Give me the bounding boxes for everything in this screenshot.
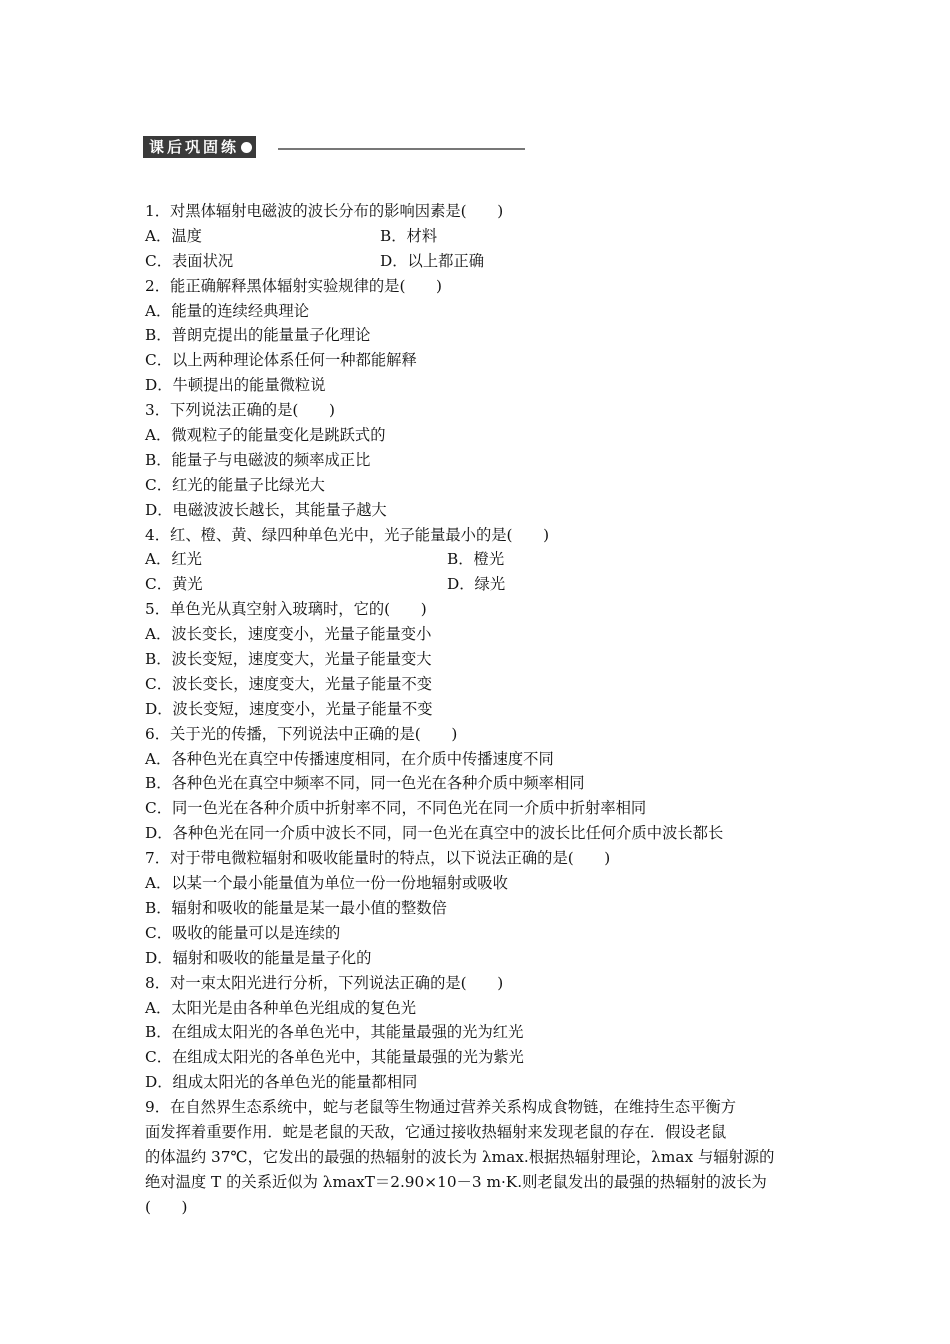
question-5-option-a: A．波长变长，速度变小，光量子能量变小 xyxy=(145,625,432,644)
question-3-option-a: A．微观粒子的能量变化是跳跃式的 xyxy=(145,426,386,445)
question-6-option-b: B．各种色光在真空中频率不同，同一色光在各种介质中频率相同 xyxy=(145,774,585,793)
question-3-stem: 3．下列说法正确的是( ) xyxy=(145,401,335,420)
question-6-stem: 6．关于光的传播，下列说法中正确的是( ) xyxy=(145,724,458,743)
question-9-stem-line-2: 面发挥着重要作用．蛇是老鼠的天敌，它通过接收热辐射来发现老鼠的存在．假设老鼠 xyxy=(145,1122,727,1141)
question-9-stem-line-4: 绝对温度 T 的关系近似为 λmaxT＝2.90×10－3 m·K.则老鼠发出的最强的热辐射的波长为 xyxy=(145,1172,767,1191)
question-1-option-c: C．表面状况 xyxy=(145,251,234,270)
question-1-options-row-2 xyxy=(145,249,815,274)
question-1-option-b: B．材料 xyxy=(380,226,438,245)
question-7-option-a: A．以某一个最小能量值为单位一份一份地辐射或吸收 xyxy=(145,874,508,893)
question-3-option-c: C．红光的能量子比绿光大 xyxy=(145,475,325,494)
question-4-option-c: C．黄光 xyxy=(145,575,203,594)
bullet-dot-icon xyxy=(241,142,252,153)
question-4-option-b: B．橙光 xyxy=(447,550,505,569)
question-9-stem-line-3: 的体温约 37℃，它发出的最强的热辐射的波长为 λmax.根据热辐射理论，λmax 与辐射源的 xyxy=(145,1147,775,1166)
question-7-option-d: D．辐射和吸收的能量是量子化的 xyxy=(145,948,372,967)
question-5-option-d: D．波长变短，速度变小，光量子能量不变 xyxy=(145,699,433,718)
section-header-tag xyxy=(143,136,256,158)
question-5-stem: 5．单色光从真空射入玻璃时，它的( ) xyxy=(145,600,427,619)
section-header-label: 课后巩固练 xyxy=(149,138,240,156)
question-1-stem: 1．对黑体辐射电磁波的波长分布的影响因素是( ) xyxy=(145,202,504,220)
question-6-option-a: A．各种色光在真空中传播速度相同，在介质中传播速度不同 xyxy=(145,749,554,768)
question-5-option-c: C．波长变长，速度变大，光量子能量不变 xyxy=(145,674,433,693)
question-7-option-b: B．辐射和吸收的能量是某一最小值的整数倍 xyxy=(145,898,447,917)
question-4-option-a: A．红光 xyxy=(145,550,202,569)
question-8-option-b: B．在组成太阳光的各单色光中，其能量最强的光为红光 xyxy=(145,1023,524,1042)
question-5-option-b: B．波长变短，速度变大，光量子能量变大 xyxy=(145,650,432,669)
section-header xyxy=(143,136,256,158)
question-2-option-c: C．以上两种理论体系任何一种都能解释 xyxy=(145,351,417,370)
question-7-stem: 7．对于带电微粒辐射和吸收能量时的特点，以下说法正确的是( ) xyxy=(145,849,611,868)
question-4-stem: 4．红、橙、黄、绿四种单色光中，光子能量最小的是( ) xyxy=(145,525,550,544)
question-9-stem-line-1: 9．在自然界生态系统中，蛇与老鼠等生物通过营养关系构成食物链，在维持生态平衡方 xyxy=(145,1098,737,1117)
question-1-option-a: A．温度 xyxy=(145,226,202,245)
question-7-option-c: C．吸收的能量可以是连续的 xyxy=(145,923,341,942)
question-3-option-b: B．能量子与电磁波的频率成正比 xyxy=(145,450,371,469)
question-6-option-c: C．同一色光在各种介质中折射率不同，不同色光在同一介质中折射率相同 xyxy=(145,799,647,818)
section-header-rule xyxy=(278,148,525,150)
question-8-option-c: C．在组成太阳光的各单色光中，其能量最强的光为紫光 xyxy=(145,1048,524,1067)
question-1-option-d: D．以上都正确 xyxy=(380,251,485,270)
question-9-stem-line-5: ( ) xyxy=(145,1197,188,1216)
question-4-options-row-2 xyxy=(145,572,815,597)
question-1-options-row-1 xyxy=(145,224,815,249)
question-2-option-a: A．能量的连续经典理论 xyxy=(145,301,310,320)
question-3-option-d: D．电磁波波长越长，其能量子越大 xyxy=(145,500,387,519)
question-list xyxy=(145,199,815,1220)
question-4-options-row-1 xyxy=(145,547,815,572)
question-2-stem: 2．能正确解释黑体辐射实验规律的是( ) xyxy=(145,276,443,295)
question-2-option-b: B．普朗克提出的能量量子化理论 xyxy=(145,326,371,345)
question-4-option-d: D．绿光 xyxy=(447,575,506,594)
question-6-option-d: D．各种色光在同一介质中波长不同，同一色光在真空中的波长比任何介质中波长都长 xyxy=(145,824,724,843)
question-8-stem: 8．对一束太阳光进行分析，下列说法正确的是( ) xyxy=(145,973,504,992)
question-8-option-d: D．组成太阳光的各单色光的能量都相同 xyxy=(145,1073,418,1092)
question-8-option-a: A．太阳光是由各种单色光组成的复色光 xyxy=(145,998,417,1017)
question-2-option-d: D．牛顿提出的能量微粒说 xyxy=(145,376,326,395)
